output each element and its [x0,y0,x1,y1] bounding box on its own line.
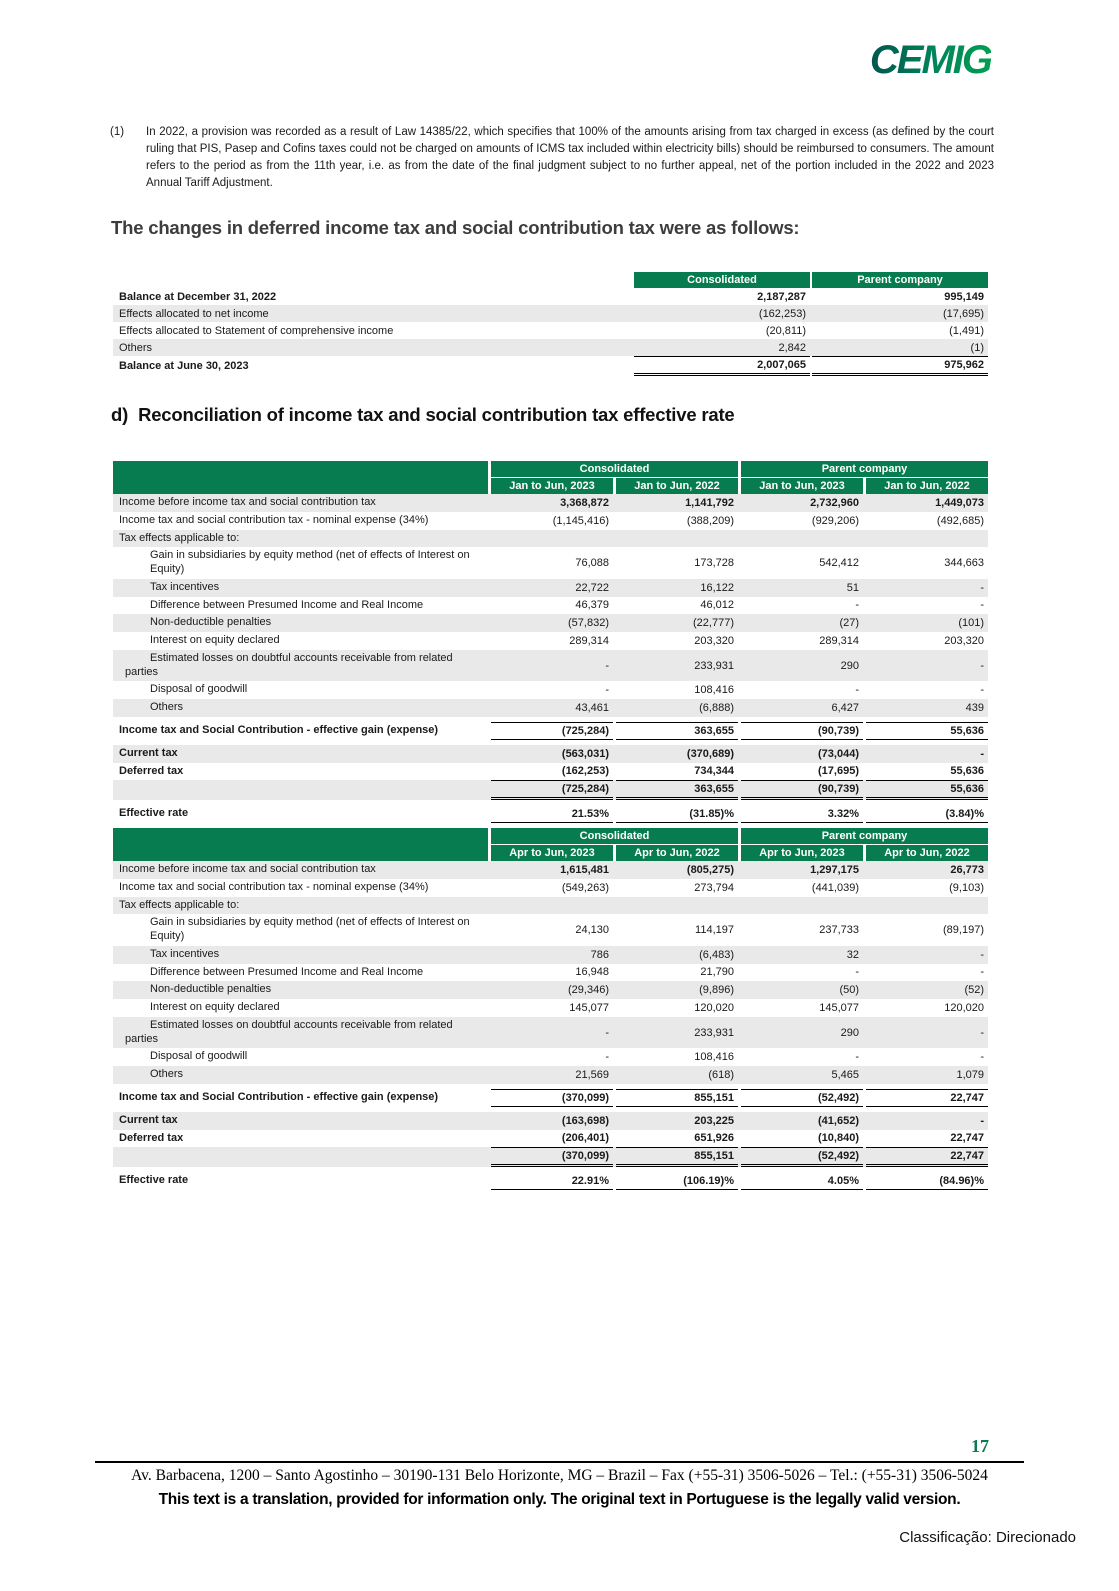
recon-row-value: (162,253) [561,765,609,778]
recon-row-label: Income before income tax and social contribution tax [119,496,376,508]
recon-row-value: - [980,659,984,672]
recon-row-label: Income tax and social contribution tax - nominal expense (34%) [119,880,429,893]
recon-row-value: - [980,948,984,961]
recon-row-value: (27) [839,617,859,630]
recon-row-value: (6,888) [699,701,734,714]
footnote [110,124,994,192]
recon-row-value: 24,130 [575,924,609,936]
recon-row-value: - [605,1026,609,1039]
recon-row-label: Estimated losses on doubtful accounts receivable from related parties [125,651,453,678]
recon-row-value: 5,465 [831,1068,859,1081]
balance-table-header-row [113,272,988,288]
recon-row-value: (17,695) [818,765,859,778]
recon-row-value: 145,077 [819,1001,859,1014]
recon-row-label: Difference between Presumed Income and Real Income [150,965,424,978]
recon-row-value: 363,655 [616,722,738,740]
recon-row-value: 145,077 [569,1001,609,1014]
recon-row-value [741,897,863,915]
recon-row-label: Others [150,1068,184,1080]
recon-column-header: Apr to Jun, 2023 [491,845,613,861]
recon-row-value: (563,031) [561,747,609,760]
recon-table-row [113,494,988,512]
recon-row-value: 439 [965,701,984,714]
recon-row-value: 26,773 [950,863,984,876]
balance-table-row [113,339,988,356]
recon-row-value: 46,012 [700,599,734,612]
recon-row-value: - [980,1051,984,1064]
recon-table-row [113,681,988,699]
recon-table-row [113,579,988,597]
recon-row-value: - [855,599,859,612]
recon-row-value: 173,728 [694,557,734,569]
recon-row-value: (370,099) [491,1089,613,1107]
footer-translation-note: This text is a translation, provided for information only. The original text in Portuguese is the legally valid version. [158,1491,961,1508]
heading-reconciliation [111,404,735,426]
recon-row-value: 55,636 [866,722,988,740]
recon-table-row [113,722,988,740]
recon-table-row [113,964,988,982]
recon-row-value: 21.53% [491,805,613,823]
recon-row-value: 289,314 [569,634,609,647]
recon-row-value: - [855,684,859,697]
recon-table-row [113,745,988,763]
recon-table-row [113,1112,988,1130]
recon-table-row [113,946,988,964]
recon-row-value: 43,461 [575,701,609,714]
recon-row-value [616,530,738,548]
recon-row-value: (106.19)% [616,1172,738,1190]
recon-row-value [491,530,613,548]
recon-row-label: Effective rate [119,807,189,820]
recon-row-value: 114,197 [695,924,734,936]
recon-row-value: (9,103) [949,881,984,894]
recon-table-row [113,999,988,1017]
recon-row-value: (492,685) [936,514,984,527]
recon-group-header: Consolidated [491,461,738,477]
recon-row-value: (73,044) [818,747,859,760]
recon-row-label: Income tax and Social Contribution - effective gain (expense) [119,723,439,736]
recon-row-value: - [605,659,609,672]
recon-row-value: - [605,1051,609,1064]
recon-table-header [113,828,988,861]
recon-row-value: 16,122 [700,581,734,594]
heading-deferred-tax-changes: The changes in deferred income tax and social contribution tax were as follows: [111,217,800,238]
recon-row-value: (163,698) [561,1114,609,1127]
recon-row-value: - [605,684,609,697]
reconciliation-table-jan-jun [113,461,988,823]
recon-row-value: (929,206) [811,514,859,527]
heading-reconciliation-prefix: d) [111,404,129,425]
recon-row-value: 233,931 [694,659,734,672]
recon-row-value: 289,314 [819,634,859,647]
recon-row-value: 290 [840,659,859,672]
recon-row-value: 108,416 [694,684,734,697]
balance-table-row [113,322,988,339]
recon-table-row [113,597,988,615]
recon-row-label: Tax effects applicable to: [119,531,240,544]
page-number: 17 [971,1436,989,1456]
recon-row-value: - [855,1051,859,1064]
recon-row-label: Tax incentives [150,580,220,593]
recon-row-value: 3,368,872 [560,496,609,509]
recon-row-value: 1,141,792 [685,496,734,509]
recon-row-label: Difference between Presumed Income and Real Income [150,598,424,611]
recon-row-value: 786 [590,948,609,961]
recon-row-value: (10,840) [818,1132,859,1145]
balance-table-row [113,356,988,376]
recon-row-value: 108,416 [694,1051,734,1064]
recon-row-label: Tax effects applicable to: [119,898,240,911]
recon-row-value: (52,492) [741,1089,863,1107]
recon-row-value: 76,088 [575,557,609,569]
recon-row-label: Deferred tax [119,1131,184,1144]
recon-row-value: - [980,599,984,612]
recon-row-label: Disposal of goodwill [150,683,248,696]
recon-row-value [866,530,988,548]
recon-row-value: - [980,684,984,697]
recon-row-label: Disposal of goodwill [150,1050,248,1063]
recon-row-value: (52,492) [741,1147,863,1167]
recon-row-label: Gain in subsidiaries by equity method (net of effects of Interest on Equity) [150,916,470,942]
recon-table-row [113,614,988,632]
recon-row-value: (3.84)% [866,805,988,823]
recon-row-value: (9,896) [699,984,734,997]
recon-row-label: Gain in subsidiaries by equity method (net of effects of Interest on Equity) [150,549,470,575]
recon-row-value: (725,284) [491,780,613,800]
balance-row-label: Effects allocated to net income [119,307,269,320]
footnote-marker: (1) [110,126,125,138]
recon-row-value: (370,689) [686,747,734,760]
recon-row-value: (90,739) [741,780,863,800]
recon-row-label: Interest on equity declared [150,634,280,646]
recon-row-value: 120,020 [694,1001,734,1014]
recon-table-row [113,763,988,781]
recon-row-value: 22.91% [491,1172,613,1190]
recon-row-value [491,897,613,915]
recon-row-label [113,788,488,792]
recon-row-value: 120,020 [944,1001,984,1014]
recon-row-label: Income tax and social contribution tax - nominal expense (34%) [119,513,429,526]
recon-table-row [113,805,988,823]
recon-row-value: (22,777) [693,617,734,630]
recon-row-value: (89,197) [943,924,984,936]
recon-row-value: 21,790 [700,966,734,979]
recon-row-value: 1,615,481 [560,863,609,876]
recon-row-value: 16,948 [575,966,609,979]
recon-row-value: 32 [846,948,859,961]
recon-row-value [741,530,863,548]
recon-row-value: (101) [958,617,984,630]
recon-column-header: Apr to Jun, 2022 [866,845,988,861]
recon-row-label: Current tax [119,1113,178,1126]
recon-group-header: Consolidated [491,828,738,844]
recon-row-value: 51 [846,581,859,594]
recon-row-value: (549,263) [561,881,609,894]
recon-column-header: Apr to Jun, 2023 [741,845,863,861]
recon-row-value: 46,379 [575,599,609,612]
recon-column-header: Jan to Jun, 2022 [616,478,738,494]
recon-row-value: - [980,966,984,979]
recon-row-value: (90,739) [741,722,863,740]
recon-table-row [113,981,988,999]
recon-row-value: - [980,581,984,594]
recon-row-value: 22,747 [866,1147,988,1167]
recon-row-value: (725,284) [491,722,613,740]
recon-row-value: - [980,747,984,760]
recon-row-value: - [980,1026,984,1039]
recon-table-row [113,897,988,915]
recon-table-row [113,1130,988,1148]
recon-row-label: Others [150,701,184,713]
recon-row-value: (57,832) [568,617,609,630]
recon-row-value: (84.96)% [866,1172,988,1190]
recon-row-label: Income tax and Social Contribution - effective gain (expense) [119,1090,439,1103]
recon-row-value [616,897,738,915]
balance-row-value: (20,811) [765,324,806,337]
footnote-text: In 2022, a provision was recorded as a result of Law 14385/22, which specifies that 100% of the amounts arising from tax charged in excess (as defined by the court ruling that PIS, Pasep and Cofins taxes could not be charged on amounts of ICMS tax included within electricity bills) should be reimbursed to consumers. The amount refers to the period as from the 11th year, i.e. as from the date of the final judgment subject to no further appeal, net of the portion included in the 2022 and 2023 Annual Tariff Adjustment. [146,126,994,190]
recon-row-value: 22,747 [950,1132,984,1145]
recon-row-value: 6,427 [831,701,859,714]
recon-row-value: 363,655 [616,780,738,800]
balance-row-label: Balance at December 31, 2022 [119,290,277,303]
recon-column-header: Jan to Jun, 2022 [866,478,988,494]
recon-row-value: 290 [840,1026,859,1039]
recon-row-value: (206,401) [561,1132,609,1145]
balance-row-label: Others [119,341,153,354]
balance-table-row [113,305,988,322]
balance-row-value: 995,149 [944,290,984,303]
recon-table-row [113,547,988,579]
recon-row-label: Non-deductible penalties [150,983,272,996]
recon-row-label: Tax incentives [150,947,220,960]
recon-row-label: Current tax [119,746,178,759]
recon-column-header: Jan to Jun, 2023 [741,478,863,494]
recon-column-header: Jan to Jun, 2023 [491,478,613,494]
recon-row-value: 734,344 [694,765,734,778]
recon-table-row [113,861,988,879]
recon-row-value: (31.85)% [616,805,738,823]
recon-row-label: Interest on equity declared [150,1001,280,1013]
recon-table-row [113,1147,988,1167]
balance-row-value: (1) [970,341,984,354]
footer-address: Av. Barbacena, 1200 – Santo Agostinho – 30190-131 Belo Horizonte, MG – Brazil – Fax (+55-31) 3506-5026 – Tel.: (+55-31) 3506-5024 [131,1467,988,1484]
recon-table-row [113,1048,988,1066]
recon-table-row [113,1066,988,1084]
balance-row-label: Effects allocated to Statement of comprehensive income [119,324,394,337]
recon-row-value: 651,926 [694,1132,734,1145]
recon-row-value: 3.32% [741,805,863,823]
recon-row-value: 855,151 [616,1089,738,1107]
deferred-tax-balance-table [113,272,988,376]
recon-row-value: (441,039) [811,881,859,894]
recon-row-value: (1,145,416) [552,514,609,527]
recon-row-value: 344,663 [944,557,984,569]
balance-column-header: Parent company [812,272,988,288]
recon-row-value: 55,636 [866,780,988,800]
recon-row-value: 203,320 [944,634,984,647]
balance-row-value: (17,695) [943,307,984,320]
recon-group-header: Parent company [741,828,988,844]
recon-row-value: - [855,966,859,979]
recon-row-value: 233,931 [694,1026,734,1039]
recon-row-value: 4.05% [741,1172,863,1190]
cemig-logo: CEMIG [869,38,991,82]
recon-row-value: 21,569 [575,1068,609,1081]
recon-row-label: Non-deductible penalties [150,616,272,629]
recon-column-header: Apr to Jun, 2022 [616,845,738,861]
recon-header-spacer [113,828,488,861]
balance-table-row [113,288,988,305]
recon-table-row [113,699,988,717]
recon-table-row [113,632,988,650]
recon-table-row [113,1172,988,1190]
recon-row-value: (52) [964,984,984,997]
balance-row-value: (162,253) [758,307,806,320]
recon-table-row [113,650,988,682]
recon-row-value [866,897,988,915]
balance-row-value: (1,491) [949,324,984,337]
heading-reconciliation-text: Reconciliation of income tax and social contribution tax effective rate [138,404,735,425]
recon-row-label: Deferred tax [119,764,184,777]
recon-row-value: 55,636 [950,765,984,778]
recon-table-row [113,1089,988,1107]
recon-row-value: (29,346) [568,984,609,997]
balance-row-value: 975,962 [812,356,988,376]
recon-table-row [113,914,988,946]
recon-table-row [113,780,988,800]
recon-row-value: 203,225 [694,1114,734,1127]
classification-label: Classificação: Direcionado [899,1529,1076,1546]
recon-row-value: (805,275) [686,863,734,876]
balance-column-header: Consolidated [634,272,810,288]
recon-row-value: (50) [839,984,859,997]
recon-row-value: - [980,1114,984,1127]
recon-header-spacer [113,461,488,494]
recon-row-value: 2,732,960 [810,496,859,509]
recon-group-header: Parent company [741,461,988,477]
recon-row-label: Effective rate [119,1174,189,1187]
recon-row-value: (370,099) [491,1147,613,1167]
recon-row-value: 1,079 [956,1068,984,1081]
recon-row-value: 22,722 [575,581,609,594]
reconciliation-table-apr-jun [113,828,988,1190]
recon-table-row [113,530,988,548]
recon-row-value: 22,747 [866,1089,988,1107]
recon-row-value: 273,794 [694,881,734,894]
recon-row-value: 855,151 [616,1147,738,1167]
recon-table-row [113,512,988,530]
recon-row-value: 237,733 [819,924,859,936]
recon-row-label [113,1155,488,1159]
recon-row-value: 1,449,073 [935,496,984,509]
balance-row-value: 2,187,287 [757,290,806,303]
recon-row-value: 203,320 [694,634,734,647]
balance-row-value: 2,842 [778,341,806,354]
recon-table-row [113,879,988,897]
recon-row-value: (41,652) [818,1114,859,1127]
recon-row-label: Income before income tax and social contribution tax [119,863,376,875]
recon-row-value: (6,483) [699,948,734,961]
recon-table-header [113,461,988,494]
recon-table-row [113,1017,988,1049]
balance-row-value: 2,007,065 [634,356,810,376]
recon-row-value: (618) [708,1068,734,1081]
balance-row-label: Balance at June 30, 2023 [119,360,249,372]
recon-row-value: 542,412 [819,557,859,569]
recon-row-label: Estimated losses on doubtful accounts receivable from related parties [125,1018,453,1045]
footer-divider [95,1461,1024,1463]
recon-row-value: 1,297,175 [810,863,859,876]
recon-row-value: (388,209) [686,514,734,527]
